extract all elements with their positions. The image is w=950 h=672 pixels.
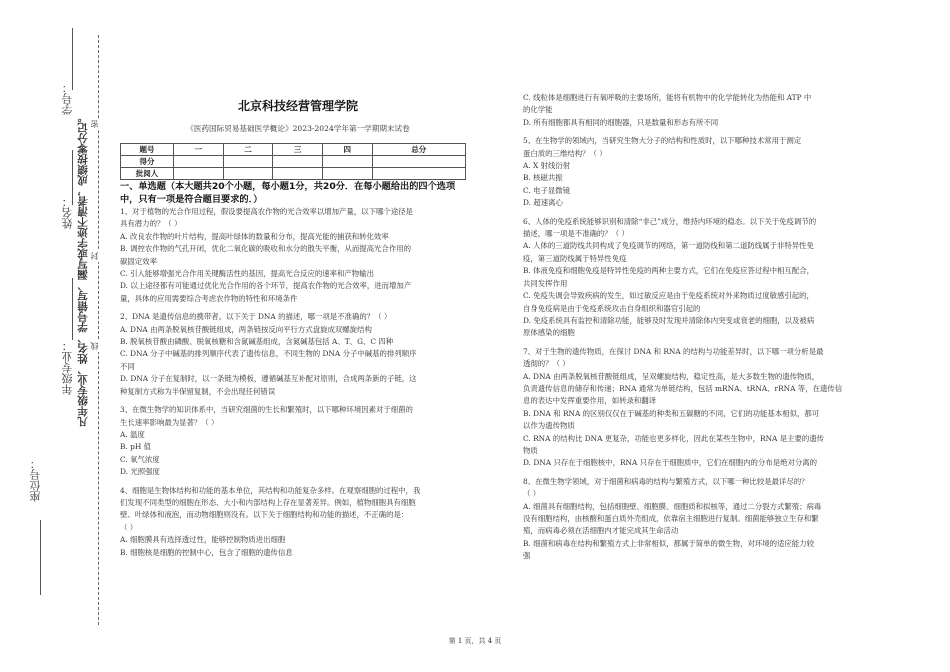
question-stem: 6、人体的免疫系统能够识别和清除“非己”成分，维持内环境的稳态。以下关于免疫调节的 bbox=[523, 216, 817, 226]
left-question-list bbox=[120, 206, 470, 559]
question-block bbox=[523, 135, 868, 209]
question-option: 共同发挥作用 bbox=[523, 278, 568, 288]
grader-cell[interactable] bbox=[372, 168, 466, 180]
question-option: D. 光照强度 bbox=[120, 467, 160, 477]
question-block bbox=[523, 216, 868, 340]
question-option: B. 细菌和病毒在结构和繁殖方式上非常相似，都属于简单的微生物，对环境的适应能力较 bbox=[523, 538, 814, 548]
question-option: C. 线粒体是细胞进行有氧呼吸的主要场所，能将有机物中的化学能转化为热能和 ATP 中 bbox=[523, 93, 812, 102]
score-row-label: 得分 bbox=[121, 156, 174, 168]
question-option: C. 免疫失调会导致疾病的发生，如过敏反应是由于免疫系统对外来物质过度敏感引起的， bbox=[523, 291, 814, 301]
question-stem: 8、在微生物学领域，对于细菌和病毒的结构与繁殖方式，以下哪一种比较是最详尽的？ bbox=[523, 476, 809, 486]
question-option: 自身免疫病是由于免疫系统攻击自身组织和器官引起的 bbox=[523, 303, 701, 313]
seal-char-feng: 封 bbox=[90, 252, 99, 260]
grader-cell[interactable] bbox=[174, 168, 224, 180]
name-label: 姓名： bbox=[61, 196, 74, 229]
grader-cell[interactable] bbox=[322, 168, 372, 180]
question-block bbox=[120, 485, 470, 559]
question-stem: 们发现不同类型的细胞在形态、大小和内部结构上存在显著差异。例如，植物细胞具有细胞 bbox=[120, 497, 416, 507]
question-option: 强 bbox=[523, 551, 531, 561]
question-option: D. DNA 只存在于细胞核中，RNA 只存在于细胞质中，它们在细胞内的分布是绝对分离的 bbox=[523, 458, 818, 468]
section-title: 一、单选题（本大题共20个小题，每小题1分，共20分．在每小题给出的四个选项中，只有一项是符合题目要求的．） bbox=[120, 181, 456, 205]
question-option: C. 电子显微镜 bbox=[523, 185, 571, 195]
question-stem: 1、对于植物的光合作用过程，假设要提高农作物的光合效率以增加产量，以下哪个途径是 bbox=[120, 207, 413, 216]
question-option: B. 细胞核是细胞的控制中心，包含了细胞的遗传信息 bbox=[120, 547, 293, 557]
question-option: 殖，而病毒必须在活细胞内才能完成其生命活动 bbox=[523, 526, 679, 536]
question-option: D. 所有细胞都具有相同的细胞器，只是数量和形态有所不同 bbox=[523, 117, 719, 127]
binding-notice: 凡年级专业、姓名、学号错写、漏写或字迹不清者，成绩按零分记。 bbox=[77, 112, 89, 427]
question-stem: （ ） bbox=[523, 489, 541, 499]
question-option: D. 以上途径都有可能通过优化光合作用的各个环节，提高农作物的光合效率，进而增加产 bbox=[120, 281, 412, 291]
page-footer: 第 1 页，共 4 页 bbox=[448, 637, 502, 645]
question-option: B. 调控农作物的气孔开闭，优化二氧化碳的吸收和水分的散失平衡，从而提高光合作用的 bbox=[120, 244, 411, 254]
exam-subtitle: 《医药国际贸易基础医学概论》2023-2024学年第一学期期末试卷 bbox=[186, 124, 410, 133]
question-option: A. X 射线衍射 bbox=[523, 161, 571, 171]
question-option: 息的表达中发挥重要作用，如转录和翻译 bbox=[523, 396, 657, 406]
question-option: C. 引入能够增强光合作用关键酶活性的基因，提高光合反应的速率和产物输出 bbox=[120, 269, 374, 279]
seat-label: 座位号： bbox=[29, 458, 42, 502]
grade-major-underline bbox=[72, 278, 73, 340]
student-id-underline bbox=[72, 28, 73, 90]
question-option: 量，具体的应用需要综合考虑农作物的特性和环境条件 bbox=[120, 293, 298, 303]
score-cell[interactable] bbox=[322, 156, 372, 168]
score-cell[interactable] bbox=[372, 156, 466, 168]
student-id-label: 学号： bbox=[61, 82, 74, 115]
question-option: B. 体液免疫和细胞免疫是特异性免疫的两种主要方式，它们在免疫应答过程中相互配合， bbox=[523, 266, 814, 276]
question-block bbox=[523, 92, 868, 129]
question-option: A. 温度 bbox=[120, 429, 145, 439]
question-option: A. 细菌具有细胞结构，包括细胞壁、细胞膜、细胞质和拟核等，通过二分裂方式繁殖；病毒 bbox=[523, 501, 822, 511]
grader-cell[interactable] bbox=[223, 168, 273, 180]
question-option: 碳固定效率 bbox=[120, 256, 157, 266]
question-stem: 壁、叶绿体和液泡，而动物细胞则没有。以下关于细胞结构和功能的描述，不正确的是： bbox=[120, 510, 409, 520]
question-option: B. 核磁共振 bbox=[523, 173, 563, 183]
score-cell[interactable] bbox=[174, 156, 224, 168]
question-option: 负责遗传信息的储存和传递；RNA 通常为单链结构，包括 mRNA、tRNA、rRNA 等，在遗传信 bbox=[523, 383, 843, 393]
question-stem: （ ） bbox=[120, 522, 138, 532]
question-option: C. 氧气浓度 bbox=[120, 454, 160, 464]
question-stem: 蛋白质的三维结构？（ ） bbox=[523, 148, 607, 158]
question-option: 不同 bbox=[120, 361, 135, 371]
question-option: A. 人体的三道防线共同构成了免疫调节的网络，第一道防线和第二道防线属于非特异性免 bbox=[523, 241, 814, 251]
grader-cell[interactable] bbox=[273, 168, 323, 180]
question-option: 疫，第三道防线属于特异性免疫 bbox=[523, 253, 627, 263]
question-option: 没有细胞结构，由核酸和蛋白质外壳组成，依靠宿主细胞进行复制。细菌能够独立生存和繁 bbox=[523, 514, 819, 523]
question-stem: 透彻的？（ ） bbox=[523, 359, 570, 369]
question-option: 以作为遗传物质 bbox=[523, 421, 575, 431]
question-stem: 7、对于生物的遗传物质，在探讨 DNA 和 RNA 的结构与功能差异时，以下哪一项分析是最 bbox=[523, 346, 824, 356]
question-option: A. 细胞膜具有选择透过性，能够控制物质进出细胞 bbox=[120, 535, 286, 545]
question-option: A. DNA 由两条脱氧核苷酸链组成，两条链按反向平行方式盘旋成双螺旋结构 bbox=[120, 324, 372, 334]
question-block bbox=[120, 206, 470, 305]
left-column bbox=[120, 181, 470, 559]
score-header-cell: 总分 bbox=[372, 144, 466, 156]
score-table-header-row bbox=[121, 144, 466, 156]
score-header-cell: 题号 bbox=[121, 144, 174, 156]
question-option: C. RNA 的结构比 DNA 更复杂，功能也更多样化，因此在某些生物中，RNA 是主要的遗传 bbox=[523, 433, 825, 443]
question-stem: 2、DNA 是遗传信息的携带者。以下关于 DNA 的描述，哪一项是不准确的？（ ） bbox=[120, 312, 392, 322]
grade-major-label: 年级专业： bbox=[61, 340, 74, 395]
name-underline bbox=[72, 150, 73, 205]
grader-row-label: 批阅人 bbox=[121, 168, 174, 180]
question-option: C. DNA 分子中碱基的排列顺序代表了遗传信息，不同生物的 DNA 分子中碱基的排列顺序 bbox=[120, 349, 417, 359]
question-block bbox=[120, 404, 470, 478]
question-option: D. 超速离心 bbox=[523, 198, 563, 208]
question-block bbox=[523, 346, 868, 470]
question-stem: 具有潜力的？（ ） bbox=[120, 219, 182, 229]
right-column bbox=[523, 92, 868, 563]
score-header-cell: 四 bbox=[322, 144, 372, 156]
right-question-list bbox=[523, 92, 868, 563]
question-block bbox=[523, 476, 868, 563]
grader-row bbox=[121, 168, 466, 180]
question-option: A. 改良农作物的叶片结构，提高叶绿体的数量和分布，提高光能的捕获和转化效率 bbox=[120, 231, 389, 241]
question-option: B. DNA 和 RNA 的区别仅仅在于碱基的种类和五碳糖的不同，它们的功能基本相似，都可 bbox=[523, 408, 820, 418]
question-stem: 生长速率影响最为显著？（ ） bbox=[120, 417, 219, 427]
question-stem: 4、细胞是生物体结构和功能的基本单位，其结构和功能复杂多样。在观察细胞的过程中，我 bbox=[120, 485, 421, 495]
question-block bbox=[120, 311, 470, 398]
seat-underline bbox=[40, 520, 41, 595]
question-option: D. 免疫系统具有监控和清除功能，能够及时发现并清除体内突变或衰老的细胞，以及被病 bbox=[523, 315, 815, 325]
score-header-cell: 二 bbox=[223, 144, 273, 156]
question-option: B. pH 值 bbox=[120, 442, 152, 452]
school-name: 北京科技经营管理学院 bbox=[237, 99, 358, 113]
score-table bbox=[120, 143, 466, 180]
question-stem: 5、在生物学的领域内，当研究生物大分子的结构和性质时，以下哪种技术常用于测定 bbox=[523, 136, 802, 146]
score-header-cell: 三 bbox=[273, 144, 323, 156]
question-stem: 描述，哪一项是不准确的？（ ） bbox=[523, 229, 629, 239]
question-option: 的化学能 bbox=[523, 105, 553, 115]
question-option: 原体感染的细胞 bbox=[523, 328, 575, 338]
question-option: A. DNA 由两条脱氧核苷酸链组成，呈双螺旋结构，稳定性高，是大多数生物的遗传物质， bbox=[523, 371, 820, 381]
seal-char-mi: 密 bbox=[90, 120, 99, 128]
score-cell[interactable] bbox=[223, 156, 273, 168]
question-stem: 3、在微生物学的知识体系中，当研究细菌的生长和繁殖时，以下哪种环境因素对于细菌的 bbox=[120, 405, 413, 415]
question-option: 物质 bbox=[523, 445, 538, 455]
question-option: D. DNA 分子在复制时，以一条链为模板，遵循碱基互补配对原则，合成两条新的子链，这 bbox=[120, 374, 417, 384]
question-option: B. 脱氧核苷酸由磷酸、脱氧核糖和含氮碱基组成，含氮碱基包括 A、T、G、C 四种 bbox=[120, 337, 394, 347]
score-header-cell: 一 bbox=[174, 144, 224, 156]
score-cell[interactable] bbox=[273, 156, 323, 168]
seal-char-xian: 线 bbox=[90, 342, 99, 350]
score-row bbox=[121, 156, 466, 168]
question-option: 种复制方式称为半保留复制，不会出现任何错误 bbox=[120, 386, 276, 396]
